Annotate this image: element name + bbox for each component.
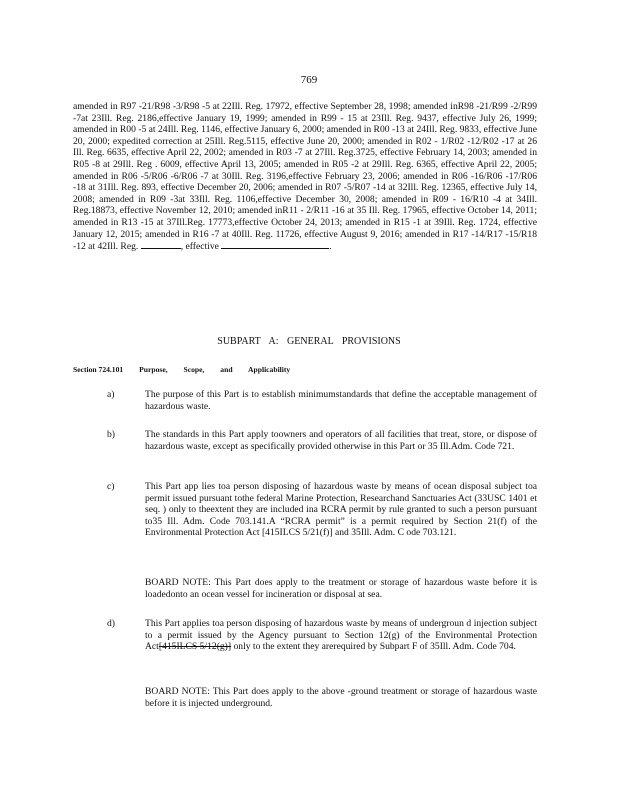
section-heading: [73, 365, 533, 374]
paragraph-text-after: only to the extent they arerequired by Subpart F of 35Ill. Adm. Code 704.: [231, 641, 516, 653]
paragraph-b: [73, 429, 537, 452]
board-note-d: BOARD NOTE: This Part does apply to the above -ground treatment or storage of hazardous waste before it is injected underground.: [145, 686, 537, 709]
paragraph-letter: c): [107, 481, 115, 492]
paragraph-text-before: This Part applies toa person disposing of hazardous waste by means of undergroun d injection subject to a permit issued by the Agency pursuant to Section 12(g) of the Environmental Protection Act: [145, 618, 537, 653]
section-title-word: and: [220, 365, 233, 374]
section-number: Section 724.101: [73, 365, 124, 374]
paragraph-text: The standards in this Part apply toowners and operators of all facilities that treat, store, or dispose of hazardous waste, except as specifically provided otherwise in this Part or 35 Ill.Adm. Code 721.: [145, 429, 537, 452]
paragraph-text: [145, 618, 537, 653]
paragraph-a: [73, 389, 537, 412]
paragraph-letter: a): [107, 389, 115, 400]
paragraph-letter: b): [107, 429, 115, 440]
board-note-c: BOARD NOTE: This Part does apply to the treatment or storage of hazardous waste before it is loadedonto an ocean vessel for incineration or disposal at sea.: [145, 577, 537, 600]
subpart-heading: SUBPART A: GENERAL PROVISIONS: [217, 336, 401, 347]
blank-register-page: [141, 240, 181, 249]
paragraph-text: The purpose of this Part is to establish minimumstandards that define the acceptable management of hazardous waste.: [145, 389, 537, 412]
page-number: 769: [300, 74, 318, 86]
struck-citation: [415ILCS 5/12(g)]: [158, 641, 232, 653]
paragraph-text: This Part app lies toa person disposing of hazardous waste by means of ocean disposal subject toa permit issued pursuant tothe federal Marine Protection, Researchand Sanctuaries Act (33USC 1401 et seq. ) only to theextent they are included ina RCRA permit by rule granted to such a person pursuant to35 Ill. Adm. Code 703.141.A “RCRA permit” is a permit required by Section 21(f) of the Environmental Protection Act [415ILCS 5/21(f)] and 35Ill. Adm. C ode 703.121.: [145, 481, 537, 539]
section-title-word: Purpose,: [139, 365, 168, 374]
paragraph-d: [73, 618, 537, 653]
history-separator: ,: [180, 241, 184, 253]
section-title-word: Applicability: [248, 365, 291, 374]
paragraph-c: [73, 481, 537, 539]
history-text: amended in R97 -21/R98 -3/R98 -5 at 22Ill. Reg. 17972, effective September 28, 1998; amended inR98 -21/R99 -2/R99 -7at 23Ill. Reg. 2186,effective January 19, 1999; amended in R99 - 15 at 23Ill. Reg. 9437, effective July 26, 1999; amended in R00 -5 at 24Ill. Reg. 1146, effective January 6, 2000; amended in R00 -13 at 24Ill. Reg. 9833, effective June 20, 2000; expedited correction at 25Ill. Reg.5115, effective June 20, 2000; amended in R02 - 1/R02 -12/R02 -17 at 26 Ill. Reg. 6635, effective April 22, 2002; amended in R03 -7 at 27Ill. Reg.3725, effective February 14, 2003; amended in R05 -8 at 29Ill. Reg . 6009, effective April 13, 2005; amended in R05 -2 at 29Ill. Reg. 6365, effective April 22, 2005; amended in R06 -5/R06 -6/R06 -7 at 30Ill. Reg. 3196,effective February 23, 2006; amended in R06 -16/R06 -17/R06 -18 at 31Ill. Reg. 893, effective December 20, 2006; amended in R07 -5/R07 -14 at 32Ill. Reg. 12365, effective July 14, 2008; amended in R09 -3at 33Ill. Reg. 1106,effective December 30, 2008; amended in R09 - 16/R10 -4 at 34Ill. Reg.18873, effective November 12, 2010; amended inR11 - 2/R11 -16 at 35 Ill. Reg. 17965, effective October 14, 2011; amended in R13 -15 at 37Ill.Reg. 17773,effective October 24, 2013; amended in R15 -1 at 39Ill. Reg. 1724, effective January 12, 2015; amended in R16 -7 at 40Ill. Reg. 11726, effective August 9, 2016; amended in R17 -14/R17 -15/R18 -12 at 42Ill. Reg.: [73, 101, 537, 253]
blank-effective-date: [221, 240, 329, 249]
history-note: [73, 101, 537, 253]
paragraph-letter: d): [107, 618, 115, 629]
history-effective: effective: [185, 241, 219, 253]
history-end: .: [329, 241, 332, 253]
section-title-word: Scope,: [183, 365, 205, 374]
